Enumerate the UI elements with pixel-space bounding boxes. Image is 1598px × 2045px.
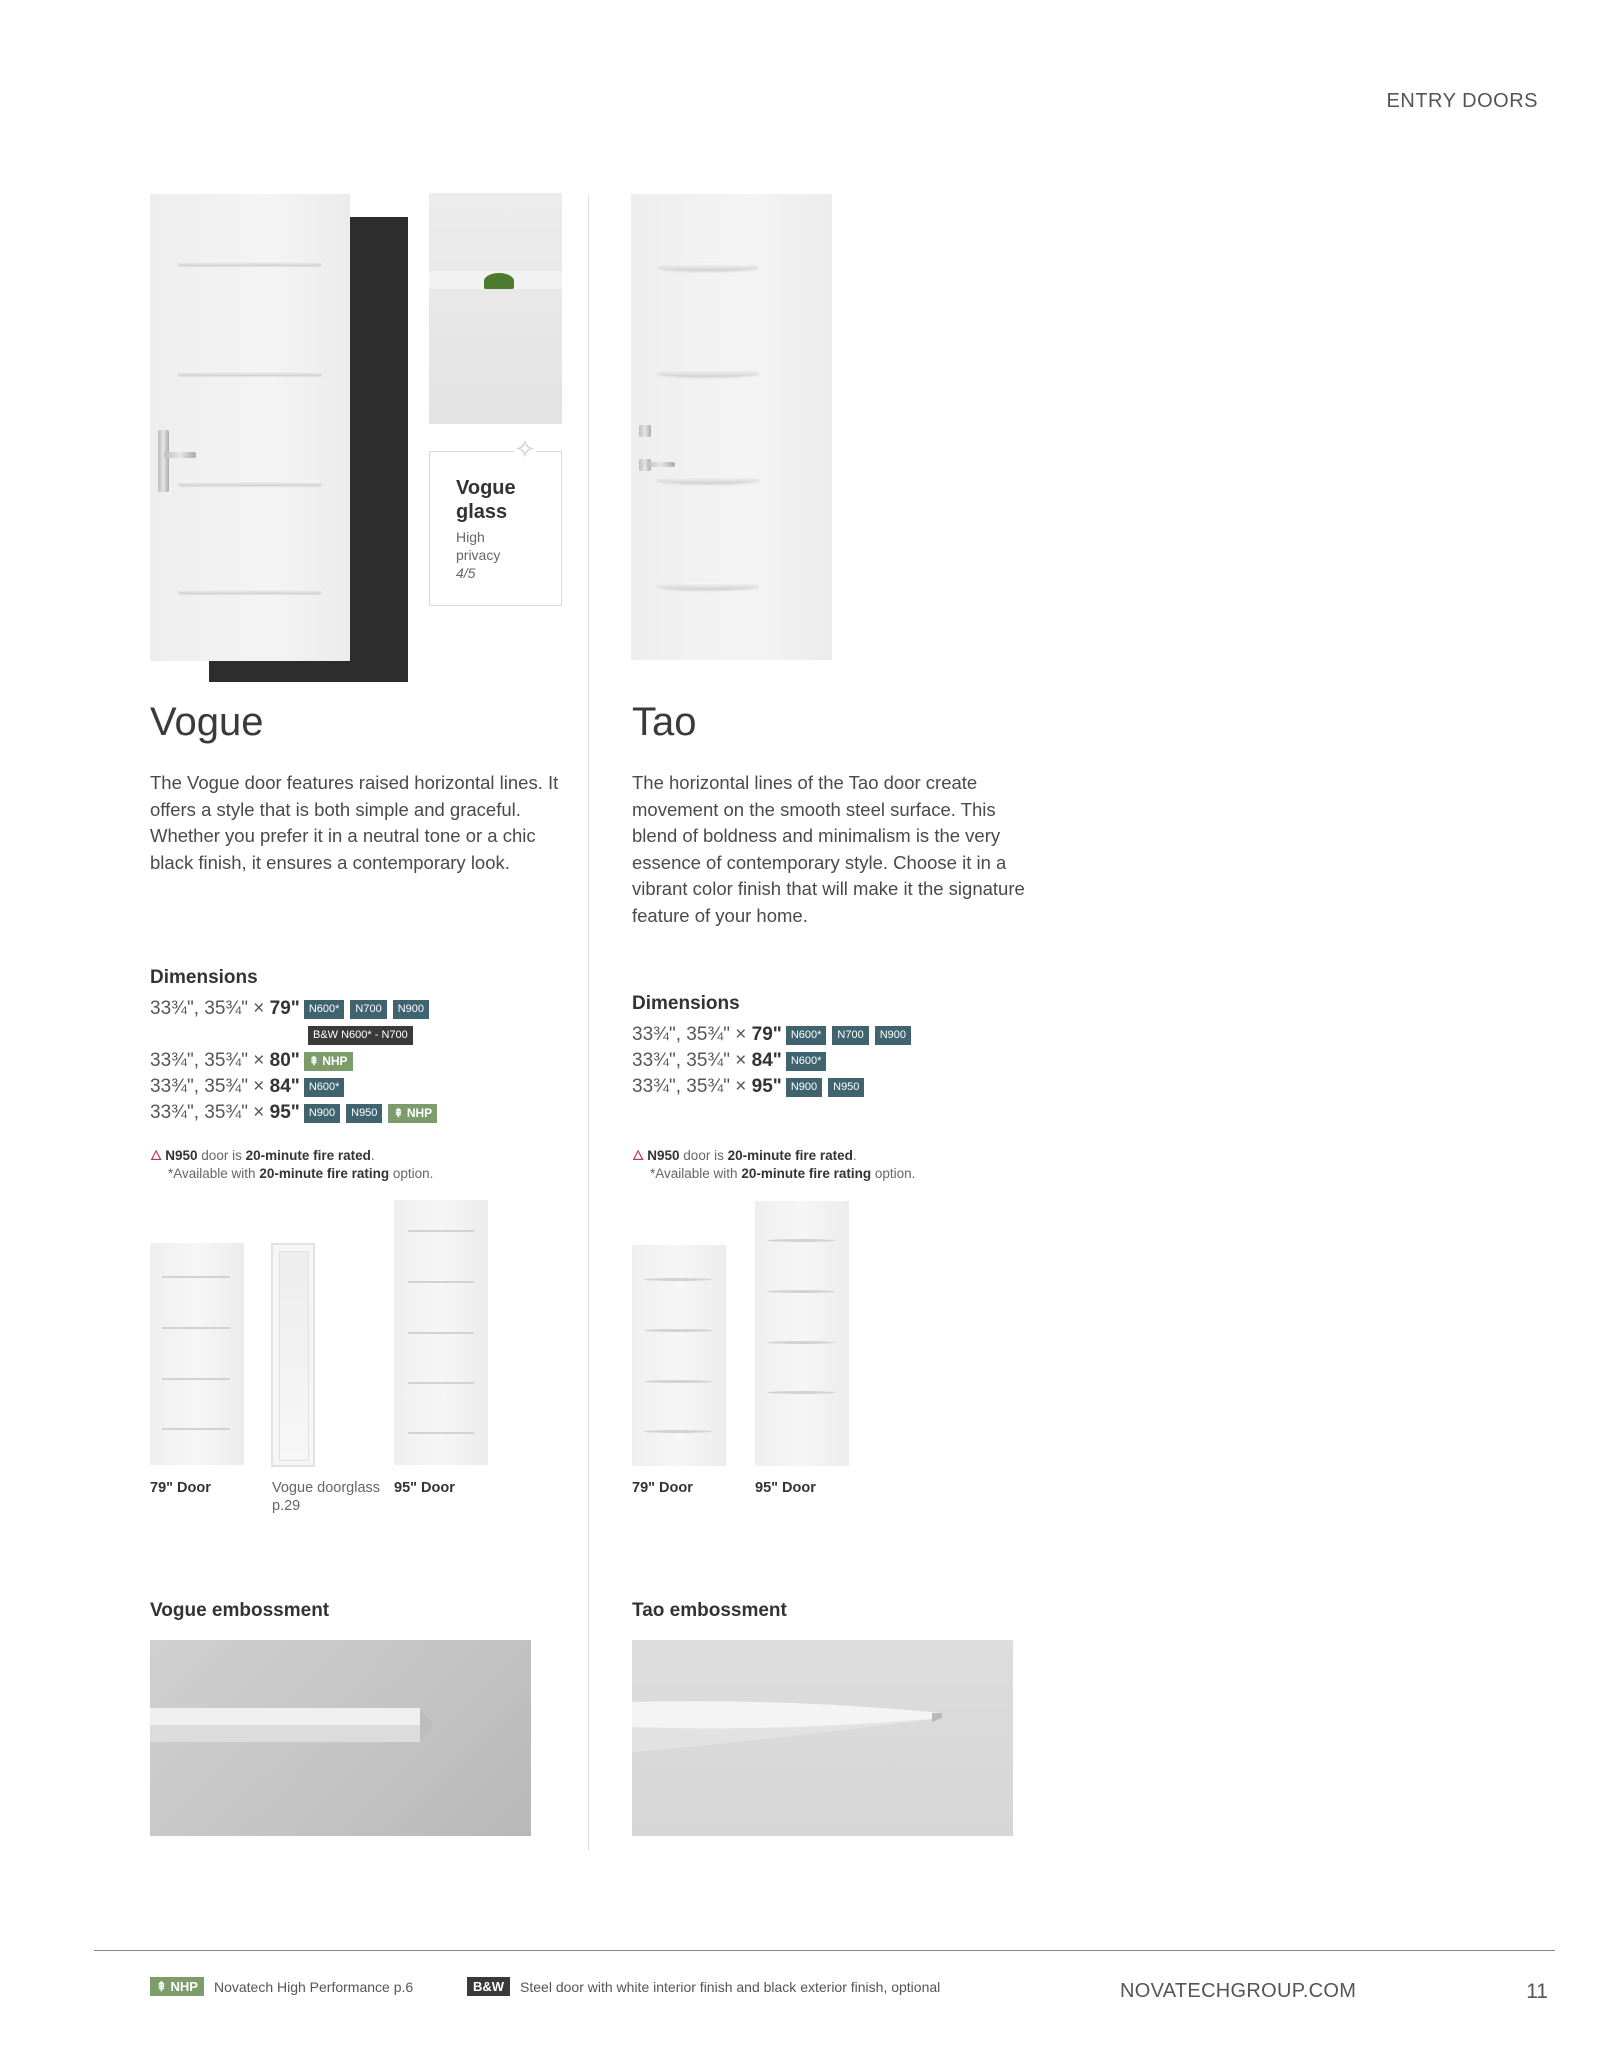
vogue-embossment-image [150,1640,531,1836]
column-divider [588,195,589,1850]
glass-privacy-label: High privacy [456,529,501,563]
badge-n700: N700 [832,1026,868,1045]
footer-nhp-legend [150,1977,413,1996]
dimension-row: 33¾", 35¾" × 84" N600* [150,1074,439,1100]
tao-95-door-thumbnail [755,1201,849,1466]
badge-n900: N900 [304,1104,340,1123]
badge-n900: N900 [393,1000,429,1019]
dimension-row: 33¾", 35¾" × 95" N900 N950 ⇞ NHP [150,1100,439,1126]
sparkle-icon: ✧ [514,434,536,464]
glass-privacy-rating: 4/5 [456,565,476,581]
badge-n950: N950 [828,1078,864,1097]
badge-n600: N600* [304,1000,345,1019]
vogue-dimensions-list [150,996,439,1126]
dimension-row: 33¾", 35¾" × 79" N600* N700 N900 [632,1022,913,1048]
footer-url[interactable]: NOVATECHGROUP.COM [1120,1980,1357,2002]
vogue-79-door-thumbnail [150,1243,244,1465]
vogue-fire-note: 🜂 N950 door is 20-minute fire rated. *Available with 20-minute fire rating option. [150,1147,434,1181]
tao-description: The horizontal lines of the Tao door create movement on the smooth steel surface. This blend of boldness and minimalism is the very essence of contemporary style. Choose it in a vibrant color finish that will make it the signature feature of your home. [632,772,1025,926]
dimension-row: 33¾", 35¾" × 80" ⇞ NHP [150,1048,439,1074]
badge-bw: B&W N600* - N700 [308,1026,413,1045]
tao-95-door-caption: 95" Door [755,1480,816,1496]
tao-door-image [631,194,832,660]
footer-divider [94,1950,1555,1951]
bw-badge: B&W [467,1977,510,1996]
door-handle [158,430,169,492]
vogue-glass-card [429,434,562,606]
badge-nhp: ⇞ NHP [304,1052,353,1071]
tao-79-door-thumbnail [632,1245,726,1466]
vogue-description: The Vogue door features raised horizontal lines. It offers a style that is both simple and graceful. Whether you prefer it in a neutral tone or a chic black finish, it ensures a contemporary look. [150,772,559,873]
nhp-legend-text: Novatech High Performance p.6 [213,1978,414,1995]
tao-title: Tao [632,700,697,744]
glass-name: Vogue glass [456,477,516,523]
tao-fire-note: 🜂 N950 door is 20-minute fire rated. *Available with 20-minute fire rating option. [632,1147,916,1181]
footer-bw-legend [467,1977,940,1996]
vogue-glass-sample-image [429,193,562,424]
flame-icon: 🜂 [150,1147,163,1163]
vogue-white-door-image [150,194,350,661]
vogue-embossment-title: Vogue embossment [150,1600,330,1621]
vogue-doorglass-caption: Vogue doorglass p.29 [272,1480,381,1514]
badge-n950: N950 [346,1104,382,1123]
badge-n900: N900 [875,1026,911,1045]
page-number: 11 [1526,1980,1548,2003]
tao-dimensions-list [632,1022,913,1100]
dimension-row: 33¾", 35¾" × 84" N600* [632,1048,913,1074]
bw-legend-text: Steel door with white interior finish and black exterior finish, optional [520,1978,941,1995]
badge-n600: N600* [304,1078,345,1097]
dimension-row [150,1022,439,1048]
vogue-dimensions-title: Dimensions [150,967,258,988]
vogue-95-door-caption: 95" Door [394,1480,455,1496]
vogue-79-door-caption: 79" Door [150,1480,211,1496]
tao-79-door-caption: 79" Door [632,1480,693,1496]
door-lock [639,425,651,437]
nhp-badge: ⇞ NHP [150,1977,204,1996]
badge-n700: N700 [350,1000,386,1019]
flame-icon: 🜂 [632,1147,645,1163]
dimension-row: 33¾", 35¾" × 95" N900 N950 [632,1074,913,1100]
vogue-doorglass-thumbnail [271,1243,315,1467]
tao-embossment-image [632,1640,1013,1836]
section-header: ENTRY DOORS [1386,90,1538,112]
vogue-95-door-thumbnail [394,1200,488,1465]
tao-dimensions-title: Dimensions [632,993,740,1014]
badge-n900: N900 [786,1078,822,1097]
vogue-title: Vogue [150,700,264,744]
badge-nhp: ⇞ NHP [388,1104,437,1123]
badge-n600: N600* [786,1052,827,1071]
badge-n600: N600* [786,1026,827,1045]
dimension-row: 33¾", 35¾" × 79" N600* N700 N900 [150,996,439,1022]
tao-embossment-title: Tao embossment [632,1600,787,1621]
